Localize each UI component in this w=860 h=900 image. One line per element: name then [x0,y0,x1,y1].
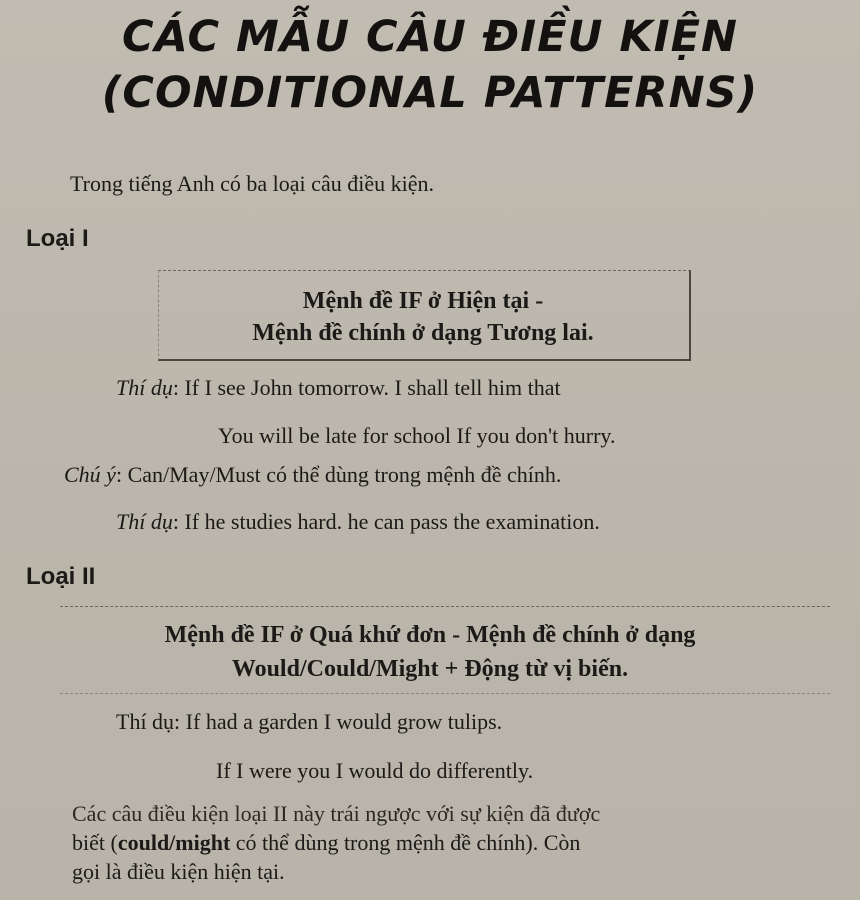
type2-rule-line2: Would/Could/Might + Động từ vị biến. [231,656,629,682]
type1-example2: You will be late for school If you don't hurry. [218,423,616,448]
type2-rule-line1: Mệnh đề IF ở Quá khứ đơn - Mệnh đề chính ở dạng [164,622,696,648]
type2-paragraph-line1: Các câu điều kiện loại II này trái ngược với sự kiện đã được [72,801,601,826]
type2-example2: If I were you I would do differently. [216,758,534,783]
note-text: : Can/May/Must có thể dùng trong mệnh đề chính. [115,462,562,487]
para-text: có thể dùng trong mệnh đề chính). Còn [230,830,581,855]
example-label: Thí dụ [116,509,173,534]
type1-rule-line1: Mệnh đề IF ở Hiện tại - [302,288,544,314]
note-label: Chú ý [64,462,116,487]
example-text: : If he studies hard. he can pass the examination. [172,509,600,534]
type1-example3 [116,508,600,536]
type1-example1 [116,374,561,402]
type2-paragraph-line2 [72,829,580,857]
example-text: : If I see John tomorrow. I shall tell him that [172,375,561,400]
para-bold-text: could/might [117,830,231,855]
type1-note [64,461,561,489]
type2-example1: Thí dụ: If had a garden I would grow tulips. [116,709,503,734]
page-subtitle: (CONDITIONAL PATTERNS) [101,68,759,118]
type2-heading: Loại II [26,563,96,590]
page-title: CÁC MẪU CÂU ĐIỀU KIỆN [121,12,739,62]
example-label: Thí dụ [116,375,173,400]
type2-paragraph-line3: gọi là điều kiện hiện tại. [72,859,285,884]
type1-heading: Loại I [26,225,89,252]
intro-text: Trong tiếng Anh có ba loại câu điều kiện. [70,171,434,196]
para-text: biết ( [72,830,118,855]
type1-rule-line2: Mệnh đề chính ở dạng Tương lai. [252,320,594,346]
